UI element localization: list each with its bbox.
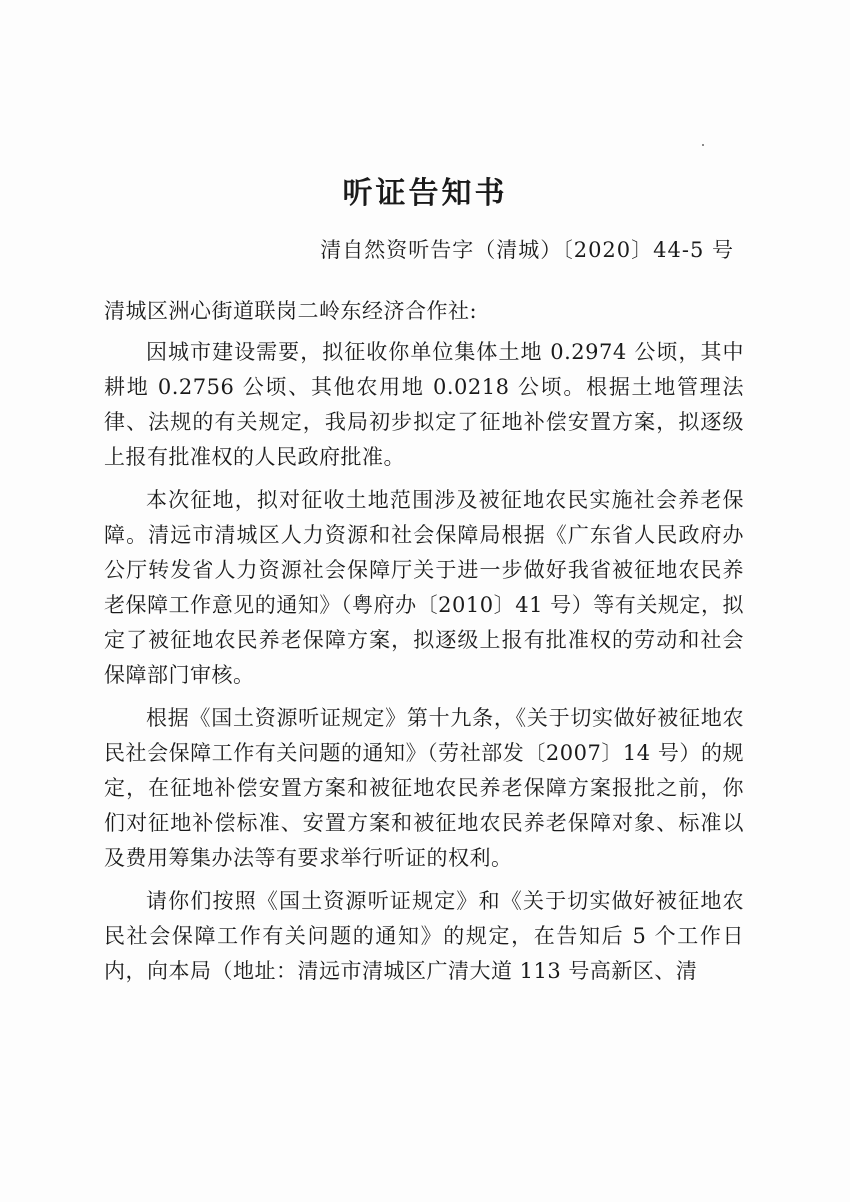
salutation: 清城区洲心街道联岗二岭东经济合作社: [104, 299, 478, 323]
paragraph-3: 根据《国土资源听证规定》第十九条，《关于切实做好被征地农民社会保障工作有关问题的通知》（劳社部发〔2007〕14 号）的规定，在征地补偿安置方案和被征地农民养老保障方案报批之前，你们对征地补偿标准、安置方案和被征地农民养老保障对象、标准以及费用筹集办法等有要求举行听证的权利。 [104, 706, 744, 870]
paragraph-1: 因城市建设需要，拟征收你单位集体土地 0.2974 公顷，其中耕地 0.2756 公顷、其他农用地 0.0218 公顷。根据土地管理法律、法规的有关规定，我局初步拟定了征地补偿安置方案，拟逐级上报有批准权的人民政府批准。 [104, 340, 744, 469]
paragraph-4: 请你们按照《国土资源听证规定》和《关于切实做好被征地农民社会保障工作有关问题的通知》的规定，在告知后 5 个工作日内，向本局（地址：清远市清城区广清大道 113 号高新区、清 [104, 889, 744, 983]
paragraph-2: 本次征地，拟对征收土地范围涉及被征地农民实施社会养老保障。清远市清城区人力资源和社会保障局根据《广东省人民政府办公厅转发省人力资源社会保障厅关于进一步做好我省被征地农民养老保障工作意见的通知》（粤府办〔2010〕41 号）等有关规定，拟定了被征地农民养老保障方案，拟逐级上报有批准权的劳动和社会保障部门审核。 [104, 488, 744, 687]
scan-speck [702, 144, 704, 146]
document-body [104, 294, 744, 989]
document-number: 清自然资听告字（清城）〔2020〕44-5 号 [320, 238, 734, 262]
document-title: 听证告知书 [342, 176, 508, 211]
